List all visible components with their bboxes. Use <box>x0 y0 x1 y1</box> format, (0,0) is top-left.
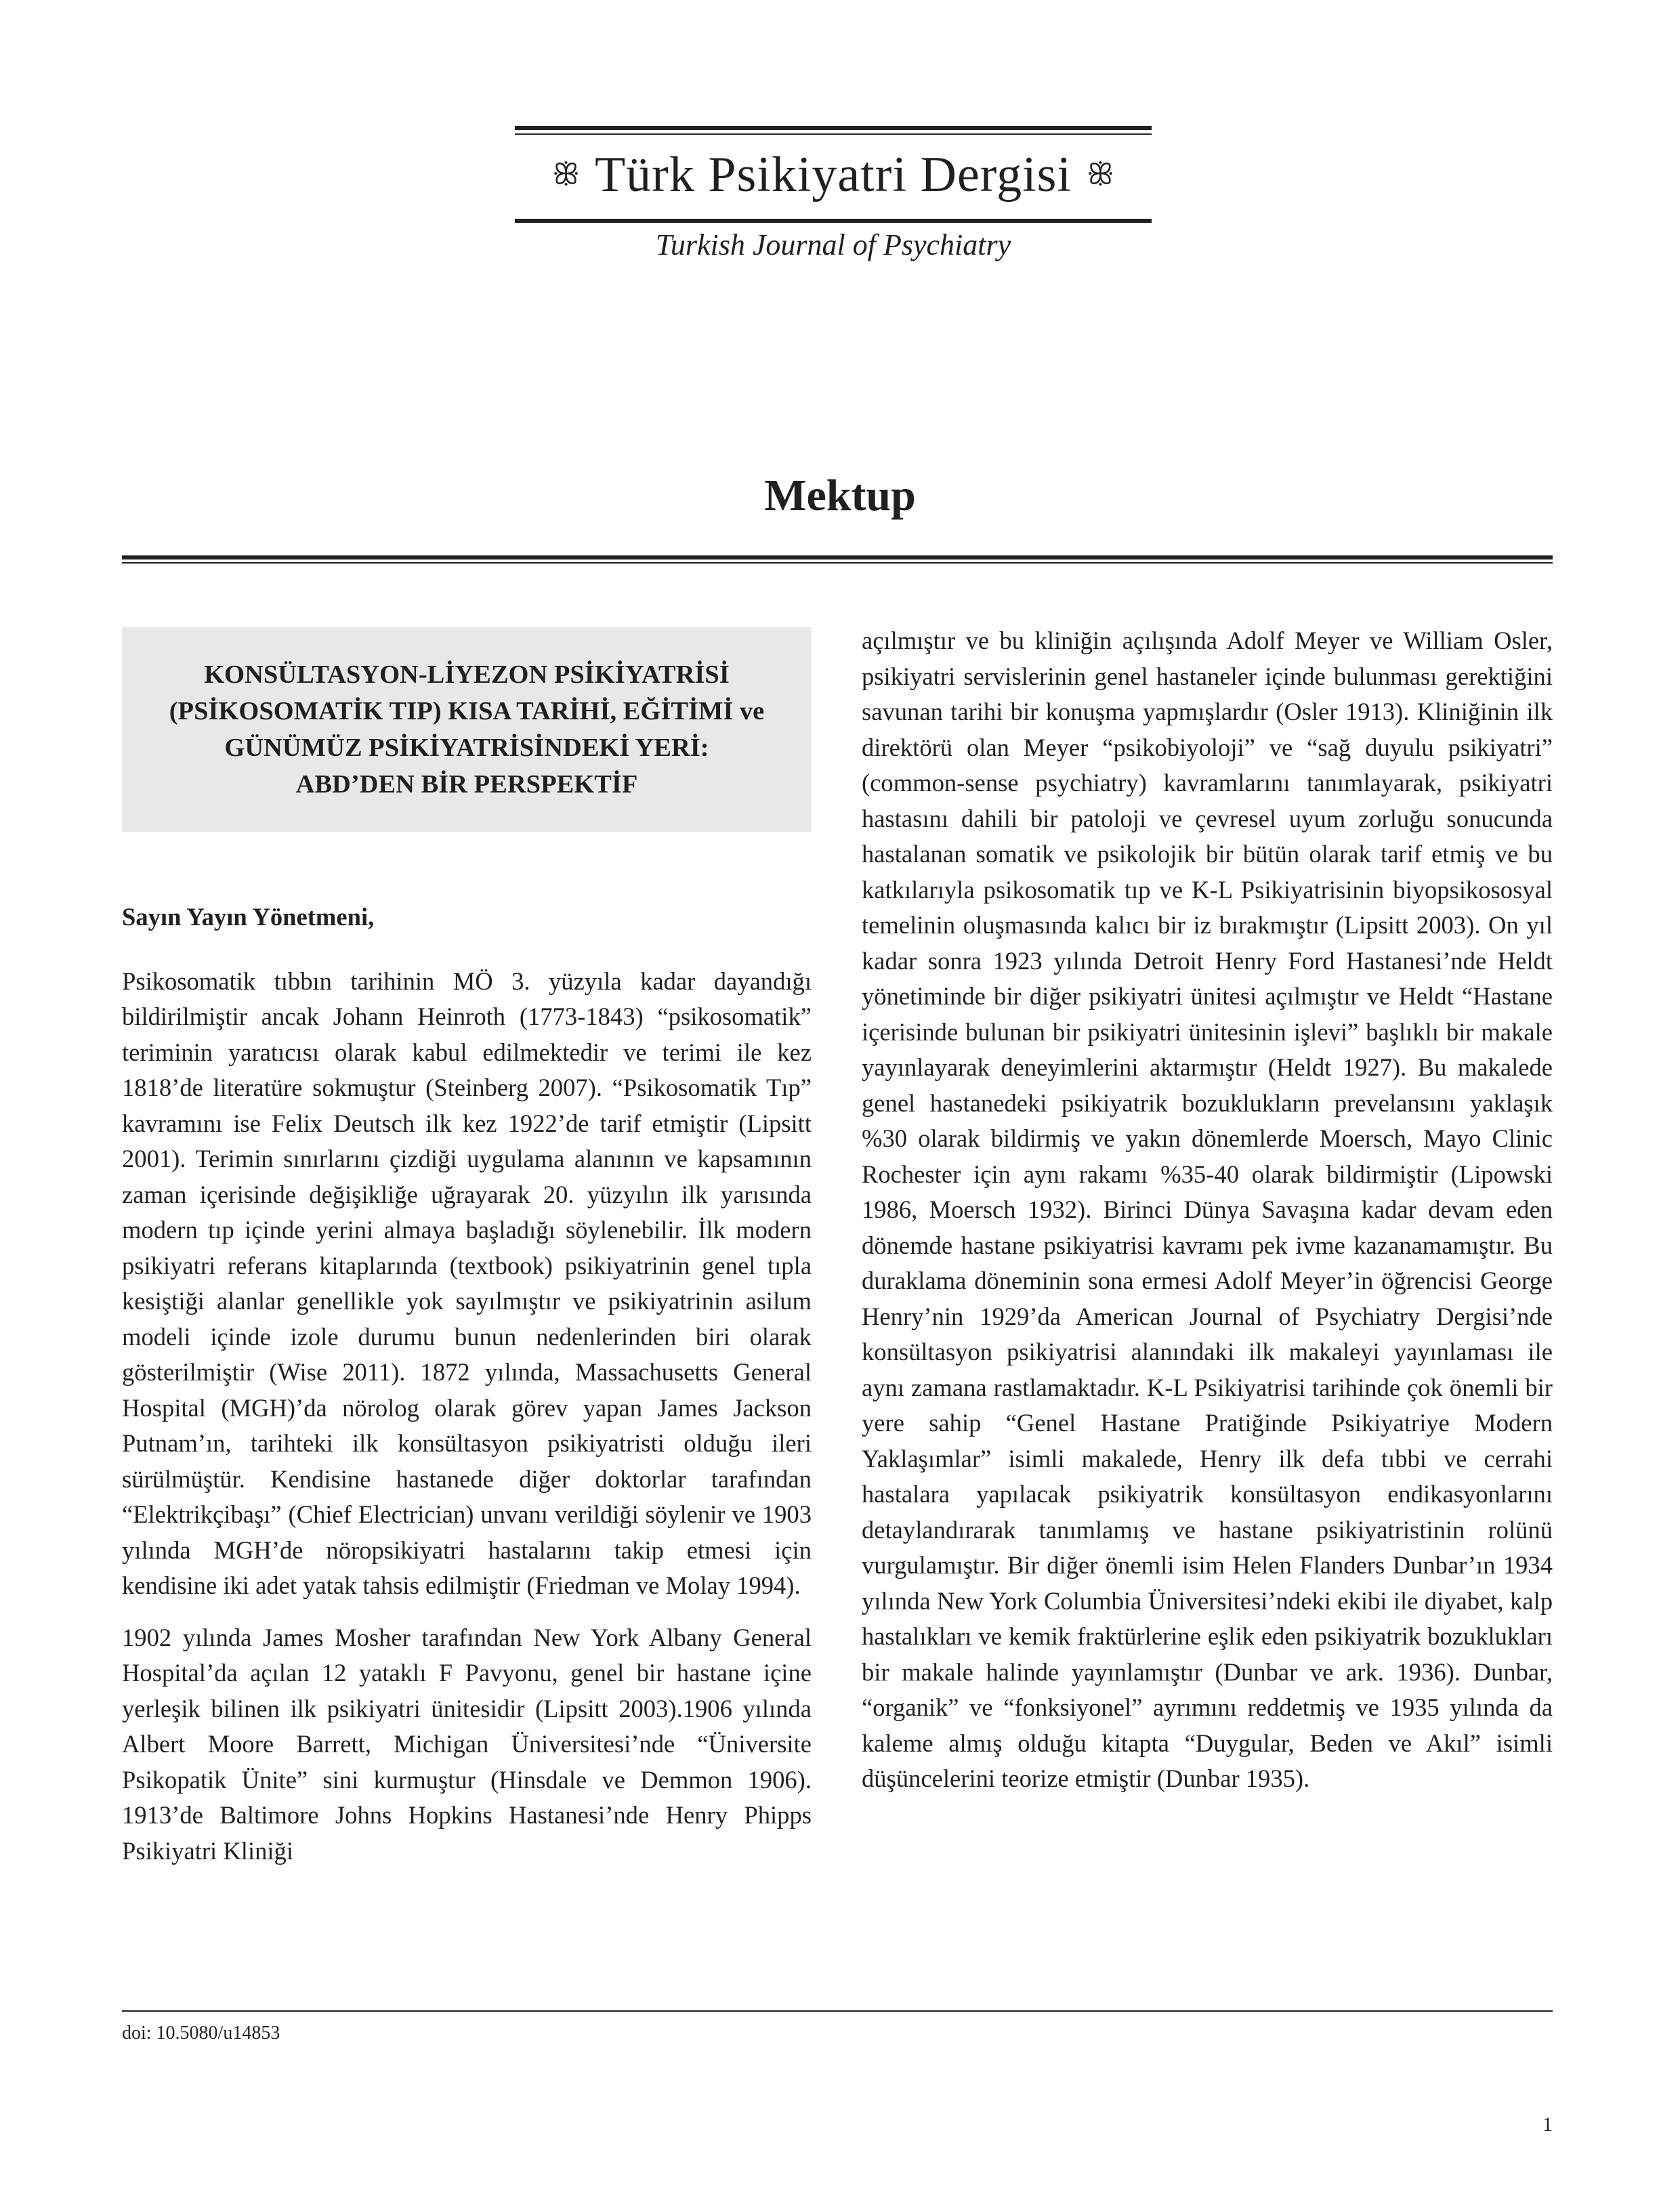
article-title-line: KONSÜLTASYON-LİYEZON PSİKİYATRİSİ <box>204 660 730 689</box>
doi-label: doi: 10.5080/u14853 <box>122 2023 280 2044</box>
body-paragraph: açılmıştır ve bu kliniğin açılışında Adolf Meyer ve William Osler, psikiyatri servislerinin genel hastaneler içinde bulunması gerektiğini savunan tarihi bir konuşma yapmışlardır (Osler 1913). Kliniğinin ilk direktörü olan Meyer “psikobiyoloji” ve “sağ duyulu psikiyatri” (common-sense psychiatry) kavramlarını tanımlayarak, psikiyatri hastasını dahili bir patoloji ve çevresel uyum zorluğu sonucunda hastalanan somatik ve psikolojik bir bütün olarak tarif etmiş ve bu katkılarıyla psikosomatik tıp ve K-L Psikiyatrisinin biyopsikososyal temelinin oluşmasında kalıcı bir iz bırakmıştır (Lipsitt 2003). On yıl kadar sonra 1923 yılında Detroit Henry Ford Hastanesi’nde Heldt yönetiminde bir diğer psikiyatri ünitesi açılmıştır ve Heldt “Hastane içerisinde bulunan bir psikiyatri ünitesinin işlevi” başlıklı bir makale yayınlayarak deneyimlerini aktarmıştır (Heldt 1927). Bu makalede genel hastanedeki psikiyatrik bozuklukların prevelansını yaklaşık %30 olarak bildirmiş ve yakın dönemlerde Moersch, Mayo Clinic Rochester için aynı rakamı %35-40 olarak bildirmiştir (Lipowski 1986, Moersch 1932). Birinci Dünya Savaşına kadar devam eden dönemde hastane psikiyatrisi kavramı pek ivme kazanamamıştır. Bu duraklama döneminin sona ermesi Adolf Meyer’in öğrencisi George Henry’nin 1929’da American Journal of Psychiatry Dergisi’nde konsültasyon psikiyatrisi alanındaki ilk makaleyi yayınlaması ile aynı zamana rastlamaktadır. K-L Psikiyatrisi tarihinde çok önemli bir yere sahip “Genel Hastane Pratiğinde Psikiyatriye Modern Yaklaşımlar” isimli makalede, Henry ilk defa tıbbi ve cerrahi hastalara yapılacak psikiyatrik konsültasyon endikasyonlarını detaylandırarak tanımlamış ve hastane psikiyatristinin rolünü vurgulamıştır. Bir diğer önemli isim Helen Flanders Dunbar’ın 1934 yılında New York Columbia Üniversitesi’ndeki ekibi ile diyabet, kalp hastalıkları ve kemik fraktürlerine eşlik eden psikiyatrik bozuklukları bir makale halinde yayınlamıştır (Dunbar ve ark. 1936). Dunbar, “organik” ve “fonksiyonel” ayrımını reddetmiş ve 1935 yılında da kaleme almış olduğu kitapta “Duygular, Beden ve Akıl” isimli düşüncelerini teorize etmiştir (Dunbar 1935). <box>862 627 1553 1792</box>
body-paragraph: Psikosomatik tıbbın tarihinin MÖ 3. yüzyıla kadar dayandığı bildirilmiştir ancak Johann Heinroth (1773-1843) “psikosomatik” teriminin yaratıcısı olarak kabul edilmektedir ve terimi ile kez 1818’de literatüre sokmuştur (Steinberg 2007). “Psikosomatik Tıp” kavramını ise Felix Deutsch ilk kez 1922’de tarif etmiştir (Lipsitt 2001). Terimin sınırlarını çizdiği uygulama alanının ve kapsamının zaman içerisinde değişikliğe uğrayarak 20. yüzyılın ilk yarısında modern tıp içinde yerini almaya başladığı söylenebilir. İlk modern psikiyatri referans kitaplarında (textbook) psikiyatrinin genel tıpla kesiştiği alanlar genellikle yok sayılmıştır ve psikiyatrinin asilum modeli içinde izole durumu bunun nedenlerinden biri olarak gösterilmiştir (Wise 2011). 1872 yılında, Massachusetts General Hospital (MGH)’da nörolog olarak görev yapan James Jackson Putnam’ın, tarihteki ilk konsültasyon psikiyatristi olduğu ileri sürülmüştür. Kendisine hastanede diğer doktorlar tarafından “Elektrikçibaşı” (Chief Electrician) unvanı verildiği söylenir ve 1903 yılında MGH’de nöropsikiyatri hastalarını takip etmesi için kendisine iki adet yatak tahsis edilmiştir (Friedman ve Molay 1994). <box>122 967 812 1599</box>
page-number: 1 <box>1542 2113 1553 2136</box>
ornament-left-icon: ꕥ <box>552 158 580 191</box>
article-title-box <box>122 627 812 832</box>
masthead-bottom-rule <box>515 219 1152 223</box>
journal-title-row <box>515 135 1152 215</box>
masthead-top-rule <box>515 126 1152 130</box>
body-paragraph: 1902 yılında James Mosher tarafından New York Albany General Hospital’da açılan 12 yataklı F Pavyonu, genel bir hastane içine yerleşik bilinen ilk psikiyatri ünitesidir (Lipsitt 2003).1906 yılında Albert Moore Barrett, Michigan Üniversitesi’nde “Üniversite Psikopatik Ünite” sini kurmuştur (Hinsdale ve Demmon 1906). 1913’de Baltimore Johns Hopkins Hastanesi’nde Henry Phipps Psikiyatri Kliniği <box>122 1623 812 1865</box>
article-title-line: GÜNÜMÜZ PSİKİYATRİSİNDEKİ YERİ: <box>224 734 709 762</box>
journal-subtitle: Turkish Journal of Psychiatry <box>655 228 1011 261</box>
section-title: Mektup <box>764 471 916 520</box>
ornament-right-icon: ꕥ <box>1087 158 1114 191</box>
article-title <box>169 656 765 803</box>
salutation: Sayın Yayın Yönetmeni, <box>122 903 375 931</box>
journal-masthead <box>515 126 1152 223</box>
article-title-line: ABD’DEN BİR PERSPEKTİF <box>295 770 638 799</box>
right-column <box>862 623 1553 1797</box>
footer-divider <box>122 2010 1553 2012</box>
section-divider <box>122 555 1553 564</box>
left-column <box>122 900 812 1869</box>
article-title-line: (PSİKOSOMATİK TIP) KISA TARİHİ, EĞİTİMİ ve <box>169 697 765 725</box>
journal-title: Türk Psikiyatri Dergisi <box>594 147 1072 203</box>
